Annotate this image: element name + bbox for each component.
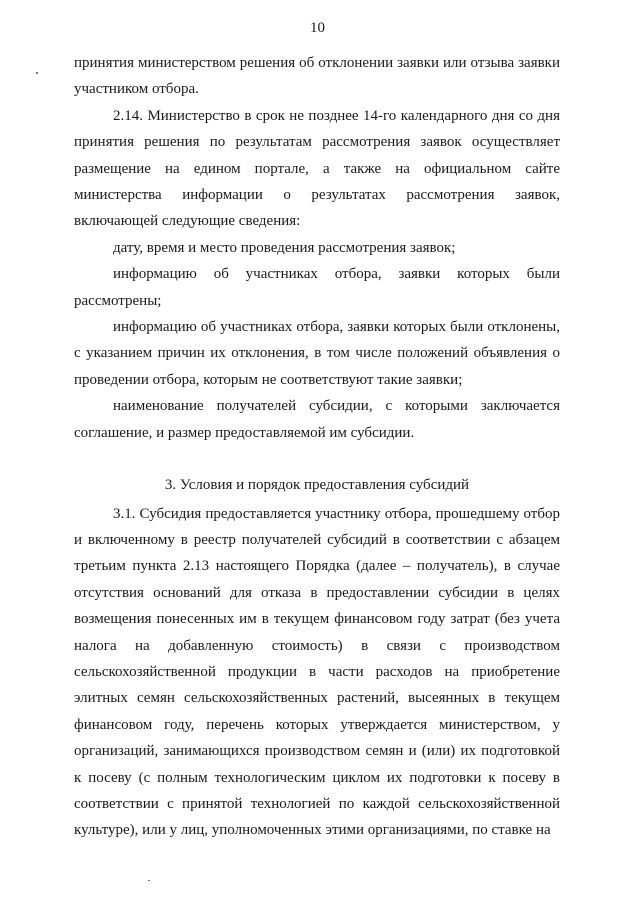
list-item-reviewed-participants: информацию об участниках отбора, заявки которых были рассмотрены; xyxy=(74,266,560,309)
paragraph-3-1: 3.1. Субсидия предоставляется участнику отбора, прошедшему отбор и включенному в реестр получателей субсидий в соответствии с абзацем третьим пункта 2.13 настоящего Порядка (далее – получатель), в случае отсутствия оснований для отказа в предоставлении субсидии в целях возмещения понесенных им в текущем финансовом году затрат (без учета налога на добавленную стоимость) в связи с производством сельскохозяйственной продукции в части расходов на приобретение элитных семян сельскохозяйственных растений, высеянных в текущем финансовом году, перечень которых утверждается министерством, у организаций, занимающихся производством семян и (или) их подготовкой к посеву (с полным технологическим циклом их подготовки к посеву в соответствии с принятой технологией по каждой сельскохозяйственной культуре), или у лиц, уполномоченных этими организациями, по ставке на xyxy=(74,505,560,839)
list-item-date-time-place: дату, время и место проведения рассмотрения заявок; xyxy=(113,239,456,256)
paragraph-2-14: 2.14. Министерство в срок не позднее 14-го календарного дня со дня принятия решения по результатам рассмотрения заявок осуществляет размещение на едином портале, а также на официальном сайте министерства информации о результатах рассмотрения заявок, включающей следующие сведения: xyxy=(74,107,560,230)
document-body xyxy=(74,50,560,844)
paragraph-continuation: принятия министерством решения об отклонении заявки или отзыва заявки участником отбора. xyxy=(74,55,560,98)
list-item-recipients: наименование получателей субсидии, с которыми заключается соглашение, и размер предоставляемой им субсидии. xyxy=(74,398,560,441)
page-number: 10 xyxy=(310,20,325,36)
scan-dot xyxy=(148,880,150,881)
section-heading: 3. Условия и порядок предоставления субсидий xyxy=(164,477,470,494)
scan-dot xyxy=(36,72,38,74)
list-item-rejected-participants: информацию об участниках отбора, заявки которых были отклонены, с указанием причин их отклонения, в том числе положений объявления о проведении отбора, которым не соответствуют такие заявки; xyxy=(74,319,560,388)
